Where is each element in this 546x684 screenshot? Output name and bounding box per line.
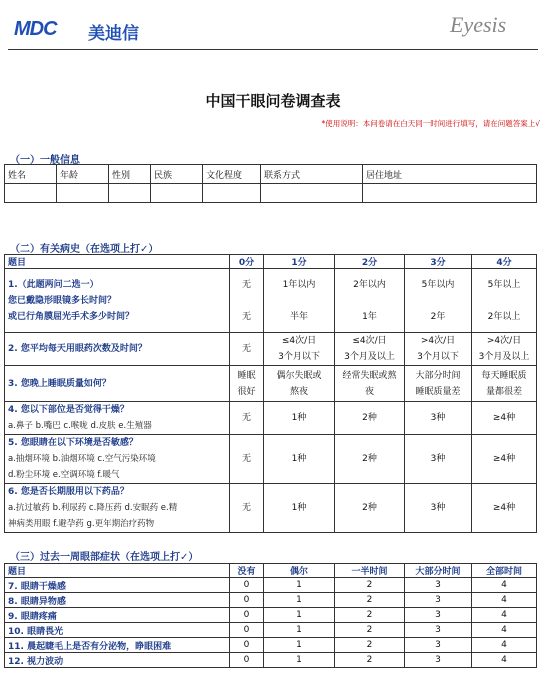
brand-logo-mdc: MDC [14, 18, 57, 40]
cell-line: 偶尔失眠或 [276, 370, 322, 381]
frequency-option-2[interactable]: 2 [335, 593, 405, 608]
answer-option-1[interactable] [264, 333, 335, 366]
symptom-row [5, 638, 537, 653]
col-ethnicity: 民族 [151, 165, 203, 184]
answer-option-3[interactable] [405, 333, 472, 366]
question-options: d.粉尘环境 e.空调环境 f.暖气 [8, 470, 120, 480]
col-frequency-4: 全部时间 [472, 564, 537, 578]
cell-line: 1年以内 [282, 279, 316, 290]
history-row [5, 435, 537, 484]
question-cell [5, 435, 230, 484]
symptom-row [5, 653, 537, 668]
question-options: 神病类用眼 f.避孕药 g.更年期治疗药物 [8, 519, 155, 529]
question-cell [5, 402, 230, 435]
answer-option-1[interactable] [264, 484, 335, 533]
cell-line: 5年以上 [487, 279, 521, 290]
answer-option-4[interactable] [472, 484, 537, 533]
frequency-option-1[interactable]: 1 [264, 653, 335, 668]
answer-option-3[interactable] [405, 484, 472, 533]
cell-line: 2种 [362, 454, 377, 464]
col-frequency-0: 没有 [230, 564, 264, 578]
cell-line: 每天睡眠质 [481, 370, 527, 381]
cell-line: 3种 [430, 454, 446, 464]
symptom-row [5, 593, 537, 608]
answer-option-2[interactable] [335, 484, 405, 533]
frequency-option-4[interactable]: 4 [472, 608, 537, 623]
cell-line: 或已行角膜屈光手术多少时间？ [8, 311, 135, 322]
col-score-1: 1分 [264, 255, 335, 269]
cell-line: 6. 您是否长期服用以下药品？ [8, 487, 129, 497]
question-cell [5, 333, 230, 366]
col-name: 姓名 [5, 165, 57, 184]
col-symptom: 题目 [5, 564, 230, 578]
cell-line: ≤4次/日 [281, 336, 317, 346]
history-row [5, 366, 537, 402]
general-info-table [4, 164, 537, 203]
cell-line: 2. 您平均每天用眼药次数及时间？ [8, 344, 147, 354]
col-address: 居住地址 [363, 165, 537, 184]
cell-line: >4次/日 [486, 336, 522, 346]
col-score-4: 4分 [472, 255, 537, 269]
col-question: 题目 [5, 255, 230, 269]
brand-logo-eyesis: Eyesis [450, 12, 507, 37]
answer-option-4[interactable] [472, 402, 537, 435]
cell-line: ≥4种 [492, 413, 516, 423]
symptom-label: 10. 眼睛畏光 [5, 623, 230, 638]
cell-line: 1种 [291, 413, 307, 423]
answer-option-0[interactable] [230, 333, 264, 366]
cell-line: 5年以内 [421, 279, 455, 290]
cell-line: 2种 [362, 413, 377, 423]
cell-line: 睡眠质量差 [415, 386, 461, 397]
cell-line: 3个月及以上 [478, 352, 530, 362]
frequency-option-2[interactable]: 2 [335, 608, 405, 623]
answer-option-1[interactable] [264, 269, 335, 333]
frequency-option-0[interactable]: 0 [230, 653, 264, 668]
frequency-option-4[interactable]: 4 [472, 593, 537, 608]
answer-option-3[interactable] [405, 366, 472, 402]
frequency-option-3[interactable]: 3 [405, 623, 472, 638]
frequency-option-2[interactable]: 2 [335, 578, 405, 593]
symptom-label: 11. 晨起睫毛上是否有分泌物，睁眼困难 [5, 638, 230, 653]
cell-line: 1.（此题两问二选一） [8, 279, 99, 290]
frequency-option-0[interactable]: 0 [230, 638, 264, 653]
field-ethnicity[interactable] [151, 184, 203, 203]
frequency-option-3[interactable]: 3 [405, 653, 472, 668]
header-rule [8, 49, 538, 50]
cell-line: 3. 您晚上睡眠质量如何？ [8, 378, 111, 389]
cell-line: 很好 [237, 386, 256, 397]
field-contact[interactable] [261, 184, 363, 203]
cell-line: 5. 您眼睛在以下环境是否敏感？ [8, 438, 138, 448]
page-title: 中国干眼问卷调查表 [205, 92, 341, 110]
symptom-row [5, 623, 537, 638]
cell-line: ≤4次/日 [352, 336, 387, 346]
answer-option-2[interactable] [335, 269, 405, 333]
answer-option-4[interactable] [472, 269, 537, 333]
cell-line: 无 [241, 344, 251, 354]
cell-line: 睡眠 [237, 370, 256, 381]
answer-option-3[interactable] [405, 435, 472, 484]
question-cell [5, 366, 230, 402]
question-options: a.抽烟环境 b.油烟环境 c.空气污染环境 [8, 454, 156, 464]
cell-line: 您已戴隐形眼镜多长时间？ [8, 295, 117, 306]
symptom-row [5, 578, 537, 593]
col-score-0: 0分 [230, 255, 264, 269]
answer-option-2[interactable] [335, 402, 405, 435]
cell-line: 1种 [291, 454, 307, 464]
frequency-option-3[interactable]: 3 [405, 593, 472, 608]
cell-line: 4. 您以下部位是否觉得干燥？ [8, 405, 129, 415]
field-education[interactable] [203, 184, 261, 203]
answer-option-1[interactable] [264, 435, 335, 484]
answer-option-1[interactable] [264, 402, 335, 435]
cell-line: 3种 [430, 413, 446, 423]
question-cell [5, 484, 230, 533]
frequency-option-1[interactable]: 1 [264, 578, 335, 593]
cell-line: 无 [241, 279, 251, 290]
answer-option-0[interactable] [230, 366, 264, 402]
cell-line: >4次/日 [420, 336, 456, 346]
frequency-option-4[interactable]: 4 [472, 653, 537, 668]
question-cell [5, 269, 230, 333]
field-age[interactable] [57, 184, 109, 203]
cell-line: 3个月以下 [417, 352, 459, 362]
history-row [5, 484, 537, 533]
history-row [5, 269, 537, 333]
frequency-option-0[interactable]: 0 [230, 578, 264, 593]
frequency-option-4[interactable]: 4 [472, 623, 537, 638]
frequency-option-2[interactable]: 2 [335, 623, 405, 638]
frequency-option-3[interactable]: 3 [405, 578, 472, 593]
field-address[interactable] [363, 184, 537, 203]
symptom-label: 12. 视力波动 [5, 653, 230, 668]
col-frequency-1: 偶尔 [264, 564, 335, 578]
cell-line: 3个月以下 [278, 352, 320, 362]
symptom-label: 7. 眼睛干燥感 [5, 578, 230, 593]
col-age: 年龄 [57, 165, 109, 184]
answer-option-4[interactable] [472, 366, 537, 402]
frequency-option-3[interactable]: 3 [405, 638, 472, 653]
symptom-table [4, 563, 537, 668]
cell-line: ≥4种 [492, 503, 516, 513]
frequency-option-0[interactable]: 0 [230, 608, 264, 623]
symptom-row [5, 608, 537, 623]
symptom-label: 8. 眼睛异物感 [5, 593, 230, 608]
cell-line: 夜 [364, 386, 374, 397]
cell-line: 3种 [430, 503, 446, 513]
cell-line: 2年以上 [487, 311, 521, 322]
frequency-option-4[interactable]: 4 [472, 638, 537, 653]
frequency-option-1[interactable]: 1 [264, 593, 335, 608]
question-options: a.抗过敏药 b.利尿药 c.降压药 d.安眠药 e.精 [8, 503, 178, 513]
answer-option-3[interactable] [405, 269, 472, 333]
frequency-option-1[interactable]: 1 [264, 608, 335, 623]
answer-option-2[interactable] [335, 333, 405, 366]
answer-option-4[interactable] [472, 333, 537, 366]
question-options: a.鼻子 b.嘴巴 c.喉咙 d.皮肤 e.生殖器 [8, 421, 152, 431]
answer-option-0[interactable] [230, 269, 264, 333]
answer-option-0[interactable] [230, 435, 264, 484]
col-contact: 联系方式 [261, 165, 363, 184]
section2-title: （二）有关病史（在选项上打✓） [10, 244, 159, 255]
cell-line: 无 [241, 311, 251, 322]
col-frequency-3: 大部分时间 [405, 564, 472, 578]
cell-line: 2年 [430, 311, 446, 322]
cell-line: 无 [241, 503, 251, 513]
answer-option-4[interactable] [472, 435, 537, 484]
answer-option-2[interactable] [335, 366, 405, 402]
frequency-option-1[interactable]: 1 [264, 623, 335, 638]
cell-line: 1种 [291, 503, 307, 513]
col-score-2: 2分 [335, 255, 405, 269]
frequency-option-3[interactable]: 3 [405, 608, 472, 623]
frequency-option-4[interactable]: 4 [472, 578, 537, 593]
usage-note: *使用说明：本问卷请在白天同一时间进行填写，请在问题答案上√ [321, 119, 540, 128]
history-row [5, 333, 537, 366]
cell-line: 熬夜 [289, 386, 308, 397]
cell-line: 量都很差 [485, 386, 522, 397]
answer-option-0[interactable] [230, 484, 264, 533]
cell-line: 2年以内 [353, 279, 386, 290]
section1-title: （一）一般信息 [10, 155, 80, 166]
col-education: 文化程度 [203, 165, 261, 184]
cell-line: 大部分时间 [415, 370, 461, 381]
history-table [4, 254, 537, 533]
frequency-option-0[interactable]: 0 [230, 593, 264, 608]
cell-line: 半年 [289, 311, 308, 322]
cell-line: 无 [241, 454, 251, 464]
cell-line: 2种 [362, 503, 377, 513]
history-row [5, 402, 537, 435]
symptom-label: 9. 眼睛疼痛 [5, 608, 230, 623]
cell-line: 无 [241, 413, 251, 423]
brand-logo-cn: 美迪信 [88, 24, 139, 44]
answer-option-3[interactable] [405, 402, 472, 435]
col-score-3: 3分 [405, 255, 472, 269]
answer-option-0[interactable] [230, 402, 264, 435]
cell-line: 经常失眠或熬 [342, 370, 397, 381]
col-frequency-2: 一半时间 [335, 564, 405, 578]
frequency-option-1[interactable]: 1 [264, 638, 335, 653]
frequency-option-0[interactable]: 0 [230, 623, 264, 638]
cell-line: ≥4种 [492, 454, 516, 464]
section3-title: （三）过去一周眼部症状（在选项上打✓） [10, 552, 199, 563]
col-gender: 性别 [109, 165, 151, 184]
frequency-option-2[interactable]: 2 [335, 638, 405, 653]
cell-line: 1年 [362, 311, 377, 322]
answer-option-2[interactable] [335, 435, 405, 484]
answer-option-1[interactable] [264, 366, 335, 402]
field-name[interactable] [5, 184, 57, 203]
field-gender[interactable] [109, 184, 151, 203]
frequency-option-2[interactable]: 2 [335, 653, 405, 668]
cell-line: 3个月及以上 [344, 352, 395, 362]
